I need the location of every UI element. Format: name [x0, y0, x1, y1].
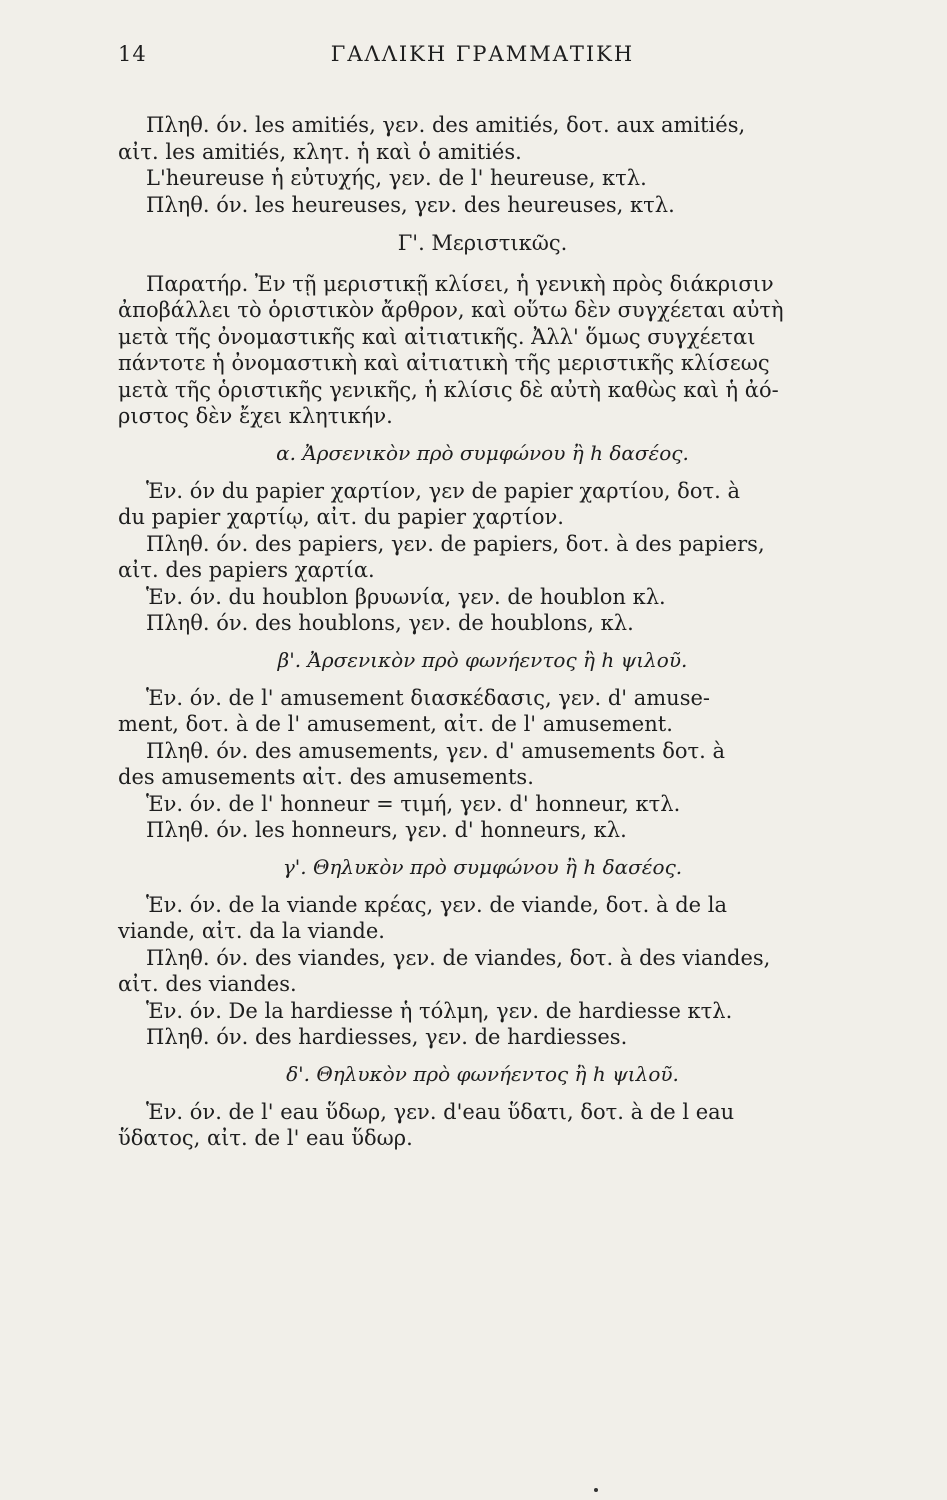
text-line: μετὰ τῆς ὀνομαστικῆς καὶ αἰτιατικῆς. Ἀλλ' ὅμως συγχέεται — [118, 324, 756, 349]
text-line: Παρατήρ. Ἐν τῇ μεριστικῇ κλίσει, ἡ γενικὴ πρὸς διάκρισιν — [146, 271, 774, 296]
page-header — [118, 42, 847, 82]
text-line: Πληθ. όν. des viandes, γεν. de viandes, δοτ. à des viandes, — [146, 945, 771, 970]
text-line: Πληθ. όν. des hardiesses, γεν. de hardiesses. — [146, 1025, 628, 1049]
section-heading: Γ'. Μεριστικῶς. — [397, 231, 568, 255]
text-line: ment, δοτ. à de l' amusement, αἰτ. de l' amusement. — [118, 712, 673, 736]
page-number: 14 — [118, 42, 147, 66]
subsection-a-body — [118, 478, 847, 637]
text-line: Πληθ. όν. les heureuses, γεν. des heureuses, κτλ. — [146, 192, 675, 217]
text-line: Πληθ. όν. les honneurs, γεν. d' honneurs, κλ. — [146, 818, 627, 842]
text-line: αἰτ. des viandes. — [118, 972, 297, 996]
text-line: Ἑν. όν. de l' eau ὕδωρ, γεν. d'eau ὕδατι, δοτ. à de l eau — [146, 1099, 735, 1124]
text-line: Ἑν. όν. de l' amusement διασκέδασις, γεν. d' amuse- — [146, 685, 710, 710]
text-line: Πληθ. όν. des papiers, γεν. de papiers, δοτ. à des papiers, — [146, 531, 765, 556]
text-line: Ἑν. όν. de l' honneur = τιμή, γεν. d' honneur, κτλ. — [146, 791, 681, 816]
text-line: αἰτ. les amitiés, κλητ. ἡ καὶ ὁ amitiés. — [118, 139, 522, 164]
text-line: αἰτ. des papiers χαρτία. — [118, 558, 375, 582]
text-line: des amusements αἰτ. des amusements. — [118, 765, 534, 789]
text-line: Ἑν. όν. de la viande κρέας, γεν. de viande, δοτ. à de la — [146, 892, 727, 917]
text-line: viande, αἰτ. da la viande. — [118, 919, 385, 943]
observation-paragraph — [118, 271, 847, 430]
text-line: πάντοτε ἡ ὀνομαστικὴ καὶ αἰτιατικὴ τῆς μεριστικῆς κλίσεως — [118, 351, 770, 375]
running-title: ΓΑΛΛΙΚΗ ΓΡΑΜΜΑΤΙΚΗ — [330, 42, 635, 66]
text-line: Ἑν. όν du papier χαρτίον, γεν de papier χαρτίου, δοτ. à — [146, 478, 740, 503]
ink-dot — [594, 1488, 598, 1492]
text-line: ἀποβάλλει τὸ ὁριστικὸν ἄρθρον, καὶ οὕτω δὲν συγχέεται αὐτὴ — [118, 298, 784, 322]
text-line: Ἑν. όν. De la hardiesse ἡ τόλμη, γεν. de hardiesse κτλ. — [146, 998, 733, 1023]
subsection-c-body — [118, 892, 847, 1051]
text-line: Πληθ. όν. des amusements, γεν. d' amusements δοτ. à — [146, 738, 726, 763]
subsection-heading-c: γ'. Θηλυκὸν πρὸ συμφώνου ἢ h δασέος. — [282, 854, 683, 879]
text-line: μετὰ τῆς ὁριστικῆς γενικῆς, ἡ κλίσις δὲ αὐτὴ καθὼς καὶ ἡ ἀό- — [118, 377, 779, 402]
text-line: ριστος δὲν ἔχει κλητικήν. — [118, 404, 393, 428]
text-line: Πληθ. όν. des houblons, γεν. de houblons, κλ. — [146, 611, 634, 635]
text-line: ὕδατος, αἰτ. de l' eau ὕδωρ. — [118, 1126, 413, 1150]
subsection-heading-d: δ'. Θηλυκὸν πρὸ φωνήεντος ἢ h ψιλοῦ. — [286, 1061, 679, 1086]
subsection-heading-b: β'. Ἀρσενικὸν πρὸ φωνήεντος ἢ h ψιλοῦ. — [277, 647, 688, 672]
subsection-b-body — [118, 685, 847, 844]
text-line: du papier χαρτίῳ, αἰτ. du papier χαρτίον. — [118, 505, 564, 529]
text-line: L'heureuse ἡ εὐτυχής, γεν. de l' heureuse, κτλ. — [146, 166, 647, 190]
subsection-heading-a: α. Ἀρσενικὸν πρὸ συμφώνου ἢ h δασέος. — [276, 440, 689, 465]
text-line: Πληθ. όν. les amitiés, γεν. des amitiés, δοτ. aux amitiés, — [146, 113, 746, 137]
subsection-d-body — [118, 1099, 847, 1152]
text-line: Ἑν. όν. du houblon βρυωνία, γεν. de houblon κλ. — [146, 584, 666, 609]
plural-declension-block — [118, 112, 847, 218]
